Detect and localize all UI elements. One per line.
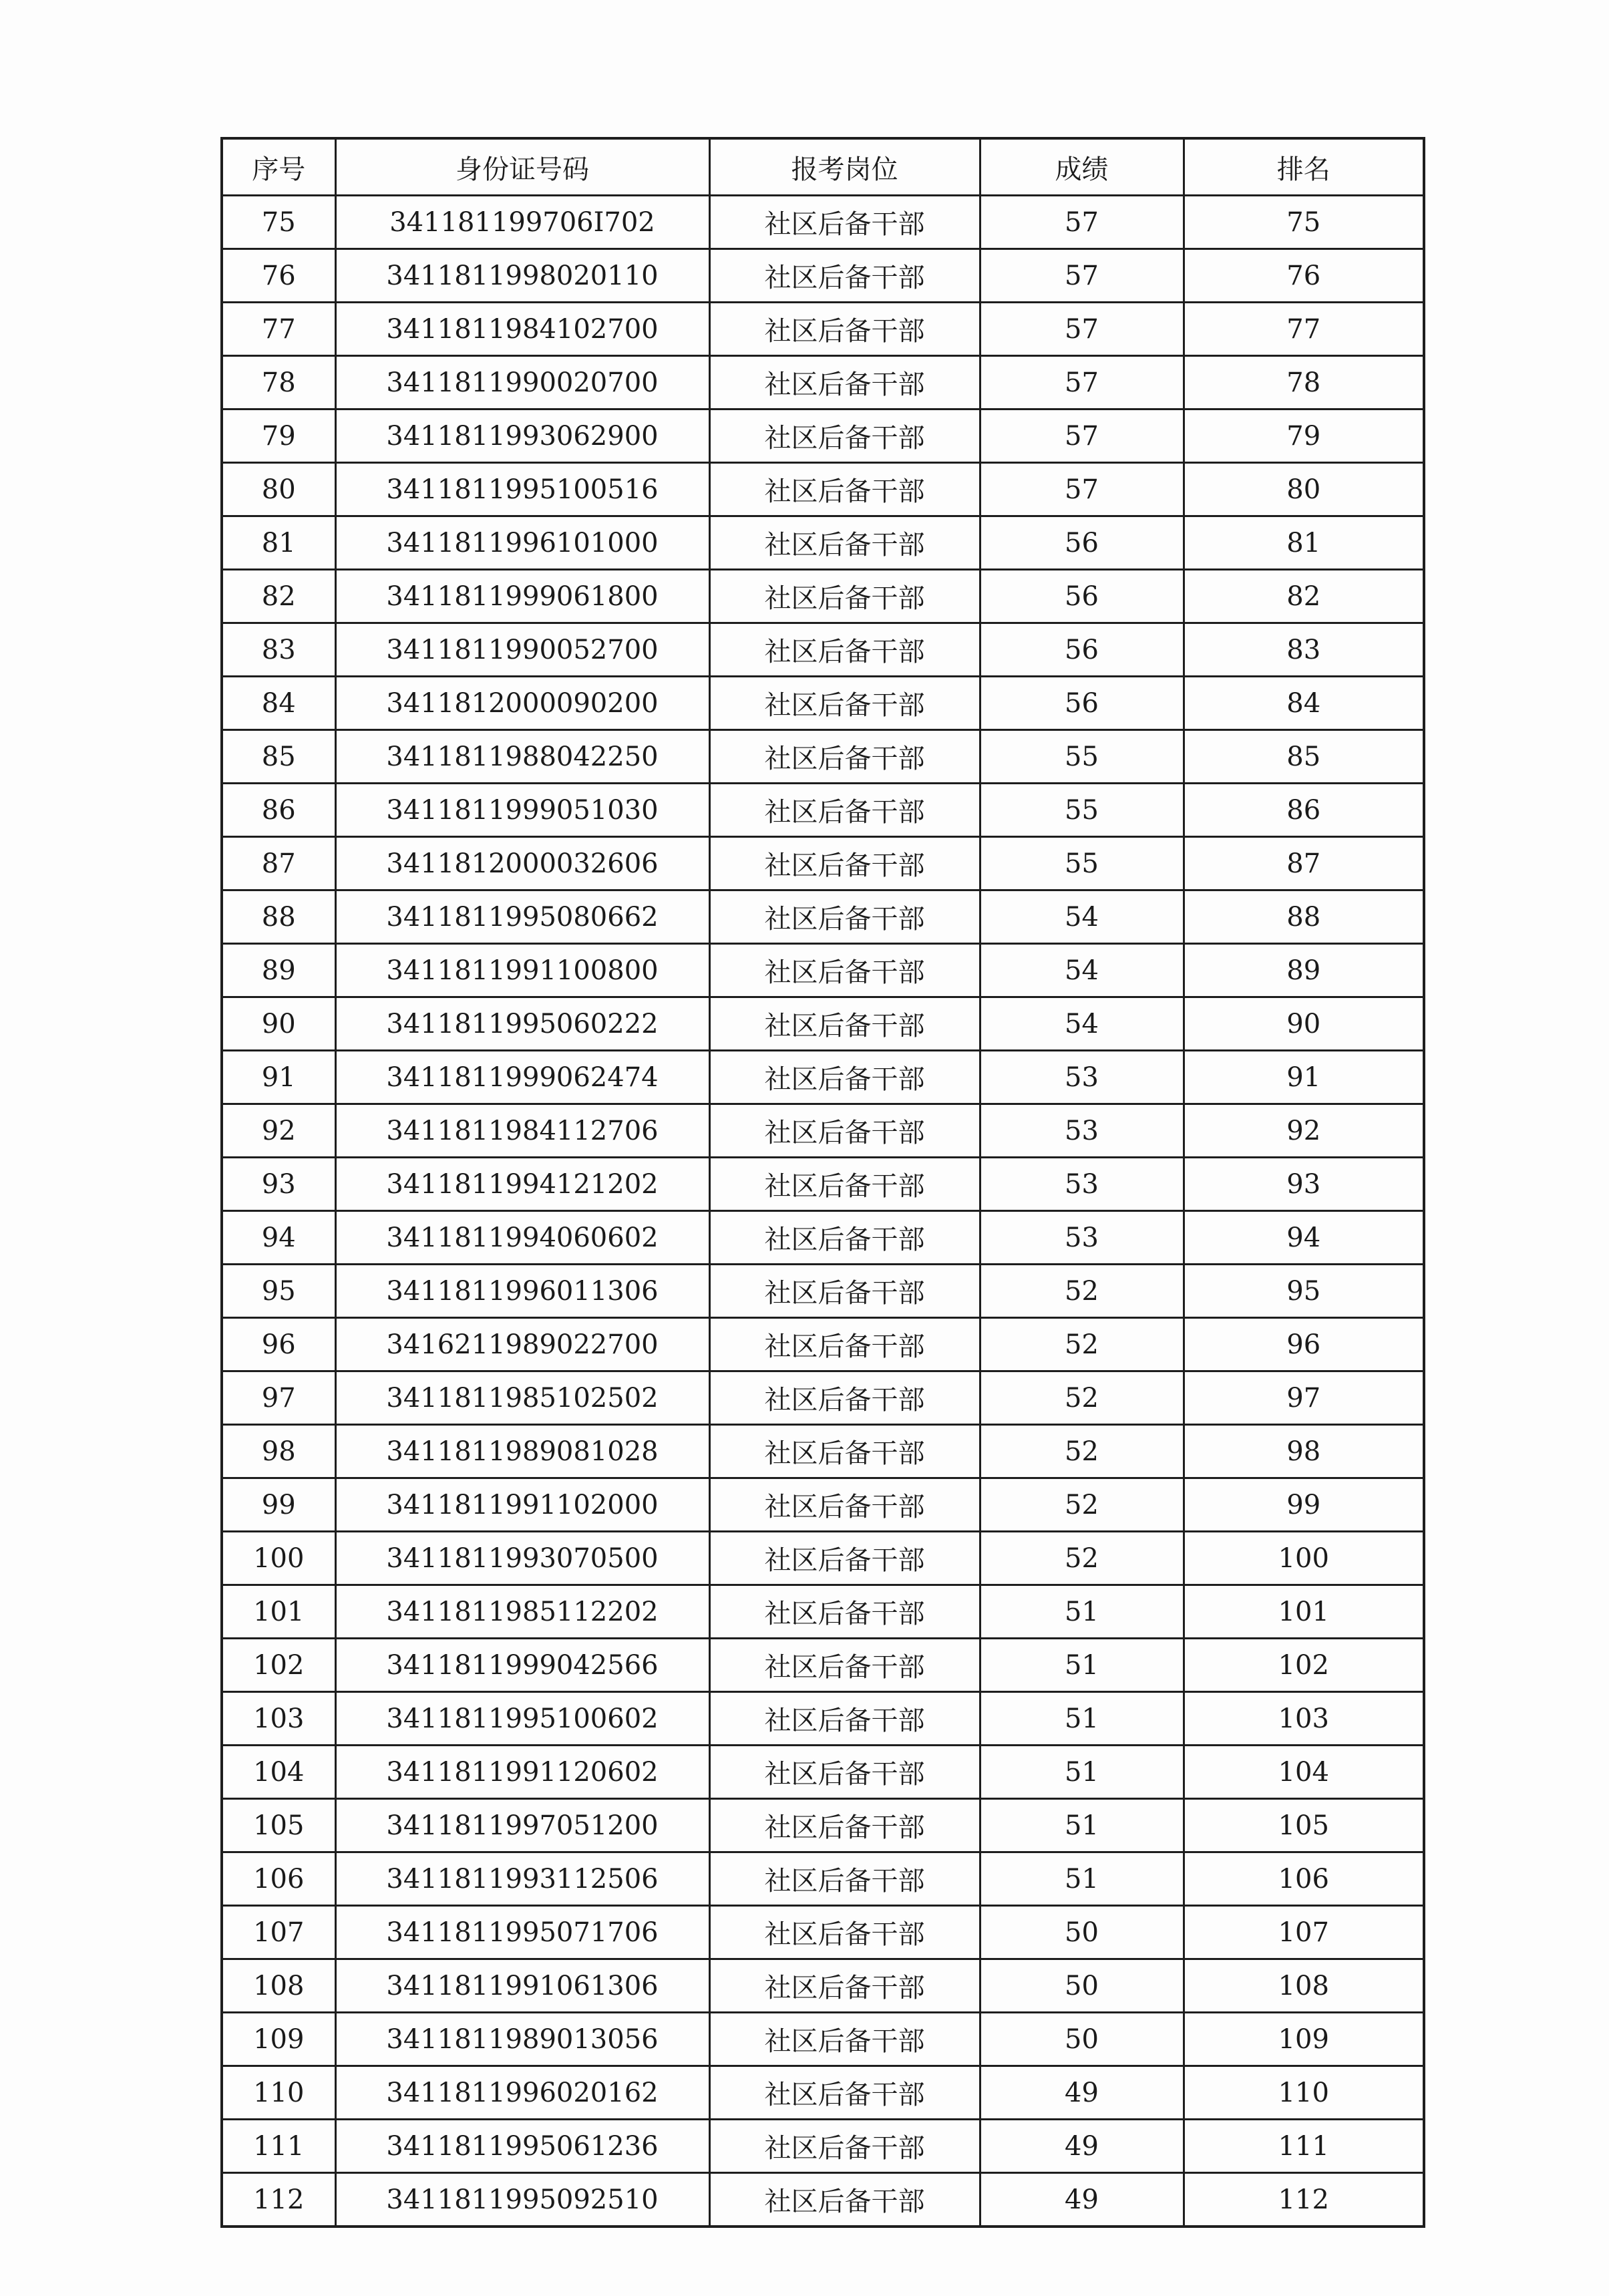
cell-rank: 97 <box>1184 1371 1424 1425</box>
cell-seq: 91 <box>222 1051 335 1104</box>
table-row <box>222 730 1424 784</box>
table-row <box>222 2013 1424 2066</box>
cell-score: 57 <box>980 196 1184 249</box>
cell-seq: 83 <box>222 623 335 677</box>
cell-score: 52 <box>980 1425 1184 1478</box>
cell-id-number: 3411811991100800 <box>335 944 709 997</box>
cell-seq: 89 <box>222 944 335 997</box>
cell-seq: 76 <box>222 249 335 303</box>
cell-seq: 105 <box>222 1799 335 1852</box>
cell-seq: 106 <box>222 1852 335 1906</box>
cell-seq: 81 <box>222 516 335 570</box>
cell-id-number: 3411811988042250 <box>335 730 709 784</box>
cell-rank: 87 <box>1184 837 1424 890</box>
cell-seq: 87 <box>222 837 335 890</box>
cell-id-number: 3411811999061800 <box>335 570 709 623</box>
cell-rank: 80 <box>1184 463 1424 516</box>
cell-position: 社区后备干部 <box>709 1799 980 1852</box>
table-row <box>222 2066 1424 2120</box>
cell-score: 53 <box>980 1211 1184 1265</box>
cell-rank: 109 <box>1184 2013 1424 2066</box>
cell-id-number: 3411811985112202 <box>335 1585 709 1639</box>
cell-id-number: 3411811995060222 <box>335 997 709 1051</box>
cell-rank: 100 <box>1184 1532 1424 1585</box>
cell-seq: 84 <box>222 677 335 730</box>
table-row <box>222 1318 1424 1371</box>
cell-id-number: 3411811985102502 <box>335 1371 709 1425</box>
table-row <box>222 623 1424 677</box>
cell-rank: 90 <box>1184 997 1424 1051</box>
cell-position: 社区后备干部 <box>709 1104 980 1158</box>
cell-rank: 104 <box>1184 1746 1424 1799</box>
cell-id-number: 3411811984102700 <box>335 303 709 356</box>
cell-score: 51 <box>980 1852 1184 1906</box>
cell-id-number: 3411811990020700 <box>335 356 709 409</box>
cell-position: 社区后备干部 <box>709 1585 980 1639</box>
cell-score: 49 <box>980 2066 1184 2120</box>
table-row <box>222 1371 1424 1425</box>
table-row <box>222 784 1424 837</box>
cell-seq: 99 <box>222 1478 335 1532</box>
cell-seq: 79 <box>222 409 335 463</box>
cell-rank: 75 <box>1184 196 1424 249</box>
header-rank: 排名 <box>1184 138 1424 196</box>
cell-seq: 112 <box>222 2173 335 2227</box>
cell-seq: 80 <box>222 463 335 516</box>
cell-position: 社区后备干部 <box>709 1051 980 1104</box>
cell-rank: 78 <box>1184 356 1424 409</box>
cell-id-number: 341181199706I702 <box>335 196 709 249</box>
cell-position: 社区后备干部 <box>709 1532 980 1585</box>
cell-position: 社区后备干部 <box>709 997 980 1051</box>
cell-seq: 97 <box>222 1371 335 1425</box>
cell-seq: 108 <box>222 1959 335 2013</box>
cell-position: 社区后备干部 <box>709 677 980 730</box>
cell-position: 社区后备干部 <box>709 570 980 623</box>
cell-rank: 111 <box>1184 2120 1424 2173</box>
header-position: 报考岗位 <box>709 138 980 196</box>
score-table <box>220 137 1425 2228</box>
cell-rank: 105 <box>1184 1799 1424 1852</box>
cell-score: 49 <box>980 2173 1184 2227</box>
cell-id-number: 3411811999051030 <box>335 784 709 837</box>
cell-rank: 103 <box>1184 1692 1424 1746</box>
cell-seq: 85 <box>222 730 335 784</box>
cell-rank: 88 <box>1184 890 1424 944</box>
cell-score: 51 <box>980 1692 1184 1746</box>
header-seq: 序号 <box>222 138 335 196</box>
cell-score: 51 <box>980 1799 1184 1852</box>
cell-score: 54 <box>980 944 1184 997</box>
cell-rank: 94 <box>1184 1211 1424 1265</box>
cell-seq: 90 <box>222 997 335 1051</box>
cell-id-number: 3411812000032606 <box>335 837 709 890</box>
table-row <box>222 1692 1424 1746</box>
cell-seq: 98 <box>222 1425 335 1478</box>
cell-score: 51 <box>980 1585 1184 1639</box>
cell-rank: 92 <box>1184 1104 1424 1158</box>
cell-id-number: 3411811995061236 <box>335 2120 709 2173</box>
table-row <box>222 249 1424 303</box>
cell-score: 53 <box>980 1104 1184 1158</box>
cell-position: 社区后备干部 <box>709 516 980 570</box>
cell-position: 社区后备干部 <box>709 623 980 677</box>
table-row <box>222 1425 1424 1478</box>
cell-seq: 111 <box>222 2120 335 2173</box>
cell-rank: 86 <box>1184 784 1424 837</box>
cell-rank: 84 <box>1184 677 1424 730</box>
cell-seq: 100 <box>222 1532 335 1585</box>
cell-score: 54 <box>980 997 1184 1051</box>
table-row <box>222 1959 1424 2013</box>
table-row <box>222 463 1424 516</box>
cell-score: 51 <box>980 1639 1184 1692</box>
cell-id-number: 3411811989013056 <box>335 2013 709 2066</box>
cell-position: 社区后备干部 <box>709 2120 980 2173</box>
table-body <box>222 196 1424 2227</box>
cell-id-number: 3411811989081028 <box>335 1425 709 1478</box>
table-row <box>222 1852 1424 1906</box>
cell-seq: 109 <box>222 2013 335 2066</box>
cell-id-number: 3411811999042566 <box>335 1639 709 1692</box>
cell-score: 49 <box>980 2120 1184 2173</box>
table-row <box>222 409 1424 463</box>
cell-rank: 99 <box>1184 1478 1424 1532</box>
cell-seq: 92 <box>222 1104 335 1158</box>
cell-position: 社区后备干部 <box>709 1425 980 1478</box>
cell-rank: 83 <box>1184 623 1424 677</box>
cell-seq: 86 <box>222 784 335 837</box>
cell-rank: 106 <box>1184 1852 1424 1906</box>
header-id-number: 身份证号码 <box>335 138 709 196</box>
cell-rank: 95 <box>1184 1265 1424 1318</box>
cell-id-number: 3411811991102000 <box>335 1478 709 1532</box>
cell-id-number: 3411811998020110 <box>335 249 709 303</box>
cell-score: 55 <box>980 730 1184 784</box>
cell-seq: 88 <box>222 890 335 944</box>
cell-position: 社区后备干部 <box>709 730 980 784</box>
table-row <box>222 837 1424 890</box>
table-header-row <box>222 138 1424 196</box>
cell-position: 社区后备干部 <box>709 2173 980 2227</box>
cell-position: 社区后备干部 <box>709 1852 980 1906</box>
cell-seq: 93 <box>222 1158 335 1211</box>
cell-position: 社区后备干部 <box>709 1318 980 1371</box>
cell-score: 52 <box>980 1265 1184 1318</box>
cell-position: 社区后备干部 <box>709 1906 980 1959</box>
table-row <box>222 196 1424 249</box>
cell-position: 社区后备干部 <box>709 1211 980 1265</box>
cell-id-number: 3411811984112706 <box>335 1104 709 1158</box>
cell-id-number: 3411812000090200 <box>335 677 709 730</box>
cell-position: 社区后备干部 <box>709 356 980 409</box>
cell-position: 社区后备干部 <box>709 249 980 303</box>
cell-rank: 101 <box>1184 1585 1424 1639</box>
table-row <box>222 1585 1424 1639</box>
cell-position: 社区后备干部 <box>709 303 980 356</box>
cell-id-number: 3416211989022700 <box>335 1318 709 1371</box>
cell-position: 社区后备干部 <box>709 196 980 249</box>
cell-score: 57 <box>980 409 1184 463</box>
table-row <box>222 516 1424 570</box>
table-row <box>222 2120 1424 2173</box>
cell-rank: 89 <box>1184 944 1424 997</box>
cell-position: 社区后备干部 <box>709 1639 980 1692</box>
cell-seq: 95 <box>222 1265 335 1318</box>
cell-seq: 96 <box>222 1318 335 1371</box>
table-row <box>222 356 1424 409</box>
cell-score: 57 <box>980 303 1184 356</box>
cell-id-number: 3411811993062900 <box>335 409 709 463</box>
cell-score: 54 <box>980 890 1184 944</box>
cell-seq: 107 <box>222 1906 335 1959</box>
cell-position: 社区后备干部 <box>709 837 980 890</box>
cell-id-number: 3411811994121202 <box>335 1158 709 1211</box>
cell-id-number: 3411811996011306 <box>335 1265 709 1318</box>
table-row <box>222 997 1424 1051</box>
cell-score: 53 <box>980 1051 1184 1104</box>
table-row <box>222 1104 1424 1158</box>
cell-score: 56 <box>980 570 1184 623</box>
cell-score: 56 <box>980 677 1184 730</box>
cell-rank: 112 <box>1184 2173 1424 2227</box>
cell-id-number: 3411811996101000 <box>335 516 709 570</box>
cell-id-number: 3411811994060602 <box>335 1211 709 1265</box>
cell-position: 社区后备干部 <box>709 2066 980 2120</box>
cell-id-number: 3411811993070500 <box>335 1532 709 1585</box>
table-row <box>222 1906 1424 1959</box>
cell-score: 50 <box>980 1906 1184 1959</box>
cell-score: 56 <box>980 623 1184 677</box>
cell-position: 社区后备干部 <box>709 1692 980 1746</box>
cell-rank: 82 <box>1184 570 1424 623</box>
cell-seq: 101 <box>222 1585 335 1639</box>
cell-position: 社区后备干部 <box>709 1959 980 2013</box>
cell-score: 57 <box>980 356 1184 409</box>
cell-score: 57 <box>980 249 1184 303</box>
cell-rank: 107 <box>1184 1906 1424 1959</box>
cell-score: 52 <box>980 1318 1184 1371</box>
cell-seq: 94 <box>222 1211 335 1265</box>
cell-position: 社区后备干部 <box>709 1478 980 1532</box>
table-row <box>222 1051 1424 1104</box>
cell-position: 社区后备干部 <box>709 890 980 944</box>
cell-id-number: 3411811995100602 <box>335 1692 709 1746</box>
cell-id-number: 3411811990052700 <box>335 623 709 677</box>
cell-id-number: 3411811995071706 <box>335 1906 709 1959</box>
cell-rank: 96 <box>1184 1318 1424 1371</box>
cell-seq: 110 <box>222 2066 335 2120</box>
table-row <box>222 890 1424 944</box>
cell-id-number: 3411811999062474 <box>335 1051 709 1104</box>
cell-id-number: 3411811991120602 <box>335 1746 709 1799</box>
cell-rank: 85 <box>1184 730 1424 784</box>
cell-score: 53 <box>980 1158 1184 1211</box>
table-row <box>222 1799 1424 1852</box>
cell-id-number: 3411811996020162 <box>335 2066 709 2120</box>
table-row <box>222 1211 1424 1265</box>
cell-score: 56 <box>980 516 1184 570</box>
cell-position: 社区后备干部 <box>709 1371 980 1425</box>
table-row <box>222 1158 1424 1211</box>
cell-seq: 102 <box>222 1639 335 1692</box>
cell-id-number: 3411811991061306 <box>335 1959 709 2013</box>
cell-position: 社区后备干部 <box>709 463 980 516</box>
cell-position: 社区后备干部 <box>709 1265 980 1318</box>
cell-rank: 77 <box>1184 303 1424 356</box>
table-row <box>222 1478 1424 1532</box>
table-row <box>222 1639 1424 1692</box>
cell-seq: 75 <box>222 196 335 249</box>
cell-id-number: 3411811995080662 <box>335 890 709 944</box>
cell-position: 社区后备干部 <box>709 944 980 997</box>
cell-id-number: 3411811997051200 <box>335 1799 709 1852</box>
cell-rank: 110 <box>1184 2066 1424 2120</box>
cell-position: 社区后备干部 <box>709 409 980 463</box>
cell-position: 社区后备干部 <box>709 1158 980 1211</box>
cell-rank: 76 <box>1184 249 1424 303</box>
cell-seq: 103 <box>222 1692 335 1746</box>
cell-score: 52 <box>980 1371 1184 1425</box>
table-row <box>222 570 1424 623</box>
table-row <box>222 1746 1424 1799</box>
cell-rank: 81 <box>1184 516 1424 570</box>
table-row <box>222 1265 1424 1318</box>
cell-score: 52 <box>980 1478 1184 1532</box>
table-row <box>222 677 1424 730</box>
cell-rank: 102 <box>1184 1639 1424 1692</box>
cell-score: 55 <box>980 784 1184 837</box>
table-row <box>222 1532 1424 1585</box>
cell-seq: 77 <box>222 303 335 356</box>
cell-id-number: 3411811995092510 <box>335 2173 709 2227</box>
cell-seq: 78 <box>222 356 335 409</box>
cell-score: 50 <box>980 2013 1184 2066</box>
cell-score: 51 <box>980 1746 1184 1799</box>
cell-rank: 79 <box>1184 409 1424 463</box>
table-row <box>222 2173 1424 2227</box>
cell-seq: 104 <box>222 1746 335 1799</box>
cell-rank: 93 <box>1184 1158 1424 1211</box>
cell-position: 社区后备干部 <box>709 784 980 837</box>
cell-score: 50 <box>980 1959 1184 2013</box>
cell-position: 社区后备干部 <box>709 2013 980 2066</box>
cell-id-number: 3411811993112506 <box>335 1852 709 1906</box>
cell-id-number: 3411811995100516 <box>335 463 709 516</box>
cell-rank: 108 <box>1184 1959 1424 2013</box>
cell-score: 55 <box>980 837 1184 890</box>
cell-seq: 82 <box>222 570 335 623</box>
table-row <box>222 303 1424 356</box>
cell-position: 社区后备干部 <box>709 1746 980 1799</box>
cell-score: 52 <box>980 1532 1184 1585</box>
table-row <box>222 944 1424 997</box>
cell-score: 57 <box>980 463 1184 516</box>
cell-rank: 98 <box>1184 1425 1424 1478</box>
header-score: 成绩 <box>980 138 1184 196</box>
cell-rank: 91 <box>1184 1051 1424 1104</box>
